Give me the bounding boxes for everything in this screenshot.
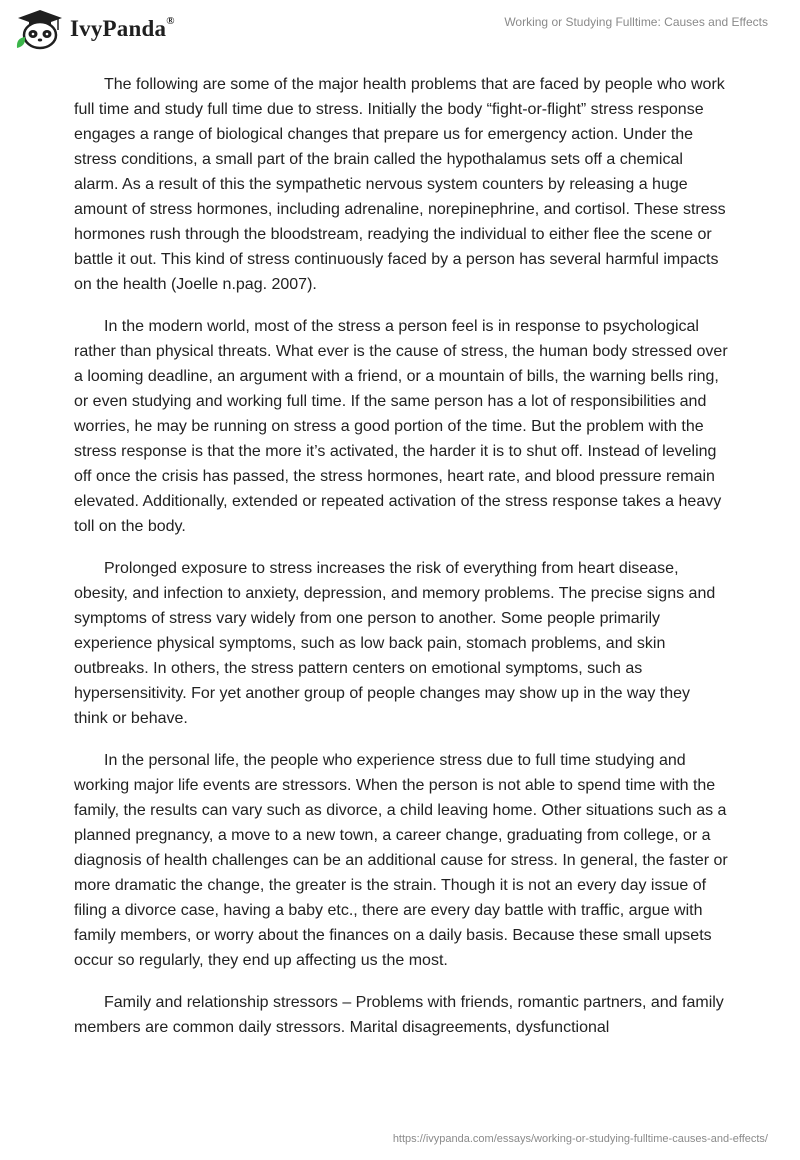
paragraph: In the personal life, the people who experience stress due to full time studying and working major life events are stressors. When the person is not able to spend time with the family, the results can vary such as divorce, a child leaving home. Other situations such as a planned pregnancy, a move to a new town, a career change, graduating from college, or a diagnosis of health challenges can be an additional cause for stress. In general, the faster or more dramatic the change, the greater is the strain. Though it is not an every day issue of filing a divorce case, having a baby etc., there are every day battle with traffic, argue with family members, or worry about the finances on a daily basis. Because these small upsets occur so regularly, they end up affecting us the most. <box>74 752 728 969</box>
document-title: Working or Studying Fulltime: Causes and Effects <box>504 15 768 29</box>
panda-graduate-icon <box>14 8 66 50</box>
ivypanda-logo[interactable] <box>14 8 175 50</box>
paragraph: Prolonged exposure to stress increases the risk of everything from heart disease, obesity, and infection to anxiety, depression, and memory problems. The precise signs and symptoms of stress vary widely from one person to another. Some people primarily experience physical symptoms, such as low back pain, stomach problems, and skin outbreaks. In others, the stress pattern centers on emotional symptoms, such as hypersensitivity. For yet another group of people changes may show up in the way they think or behave. <box>74 560 716 727</box>
paragraph: The following are some of the major health problems that are faced by people who work full time and study full time due to stress. Initially the body “fight-or-flight” stress response engages a range of biological changes that prepare us for emergency action. Under the stress conditions, a small part of the brain called the hypothalamus sets off a chemical alarm. As a result of this the sympathetic nervous system counters by releasing a huge amount of stress hormones, including adrenaline, norepinephrine, and cortisol. These stress hormones rush through the bloodstream, readying the individual to either flee the scene or battle it out. This kind of stress continuously faced by a person has several harmful impacts on the health (Joelle n.pag. 2007). <box>74 76 726 293</box>
source-url[interactable]: https://ivypanda.com/essays/working-or-studying-fulltime-causes-and-effects/ <box>392 1133 768 1145</box>
paragraph: In the modern world, most of the stress a person feel is in response to psychological rather than physical threats. What ever is the cause of stress, the human body stressed over a looming deadline, an argument with a friend, or a mountain of bills, the warning bells ring, or even studying and working full time. If the same person has a lot of responsibilities and worries, he may be running on stress a good portion of the time. But the problem with the stress response is that the more it’s activated, the harder it is to shut off. Instead of leveling off once the crisis has passed, the stress hormones, heart rate, and blood pressure remain elevated. Additionally, extended or repeated activation of the stress response takes a heavy toll on the body. <box>74 318 728 535</box>
paragraph: Family and relationship stressors – Problems with friends, romantic partners, and family members are common daily stressors. Marital disagreements, dysfunctional <box>74 994 724 1036</box>
essay-body <box>74 72 728 1057</box>
registered-mark: ® <box>166 15 175 28</box>
page-header <box>0 0 800 64</box>
brand-name: IvyPanda® <box>70 15 175 41</box>
